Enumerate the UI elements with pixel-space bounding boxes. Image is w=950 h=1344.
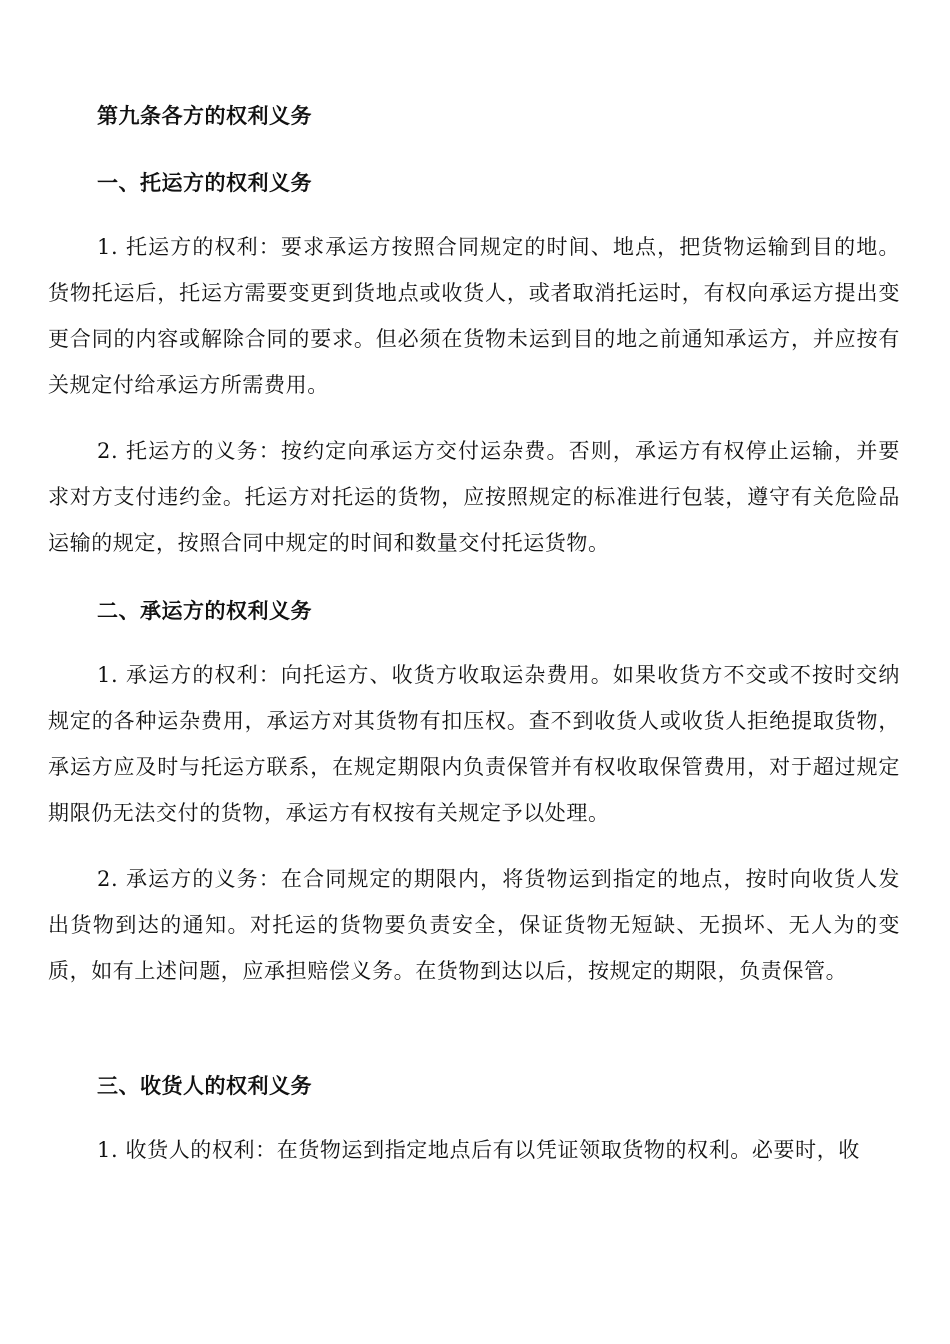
article-title: 第九条各方的权利义务 <box>97 104 312 128</box>
section-heading-shipper: 一、托运方的权利义务 <box>97 171 312 195</box>
paragraph-carrier-obligations: 2. 承运方的义务：在合同规定的期限内，将货物运到指定的地点，按时向收货人发出货物到达的通知。对托运的货物要负责安全，保证货物无短缺、无损坏、无人为的变质，如有上述问题，应承担赔偿义务。在货物到达以后，按规定的期限，负责保管。 <box>48 867 900 983</box>
paragraph-shipper-obligations: 2. 托运方的义务：按约定向承运方交付运杂费。否则，承运方有权停止运输，并要求对方支付违约金。托运方对托运的货物，应按照规定的标准进行包装，遵守有关危险品运输的规定，按照合同中规定的时间和数量交付托运货物。 <box>48 439 900 555</box>
paragraph-consignee-rights: 1. 收货人的权利：在货物运到指定地点后有以凭证领取货物的权利。必要时，收 <box>97 1138 860 1162</box>
paragraph-carrier-rights: 1. 承运方的权利：向托运方、收货方收取运杂费用。如果收货方不交或不按时交纳规定的各种运杂费用，承运方对其货物有扣压权。查不到收货人或收货人拒绝提取货物，承运方应及时与托运方联系，在规定期限内负责保管并有权收取保管费用，对于超过规定期限仍无法交付的货物，承运方有权按有关规定予以处理。 <box>48 663 900 825</box>
section-heading-carrier: 二、承运方的权利义务 <box>97 599 312 623</box>
paragraph-shipper-rights: 1. 托运方的权利：要求承运方按照合同规定的时间、地点，把货物运输到目的地。货物托运后，托运方需要变更到货地点或收货人，或者取消托运时，有权向承运方提出变更合同的内容或解除合同的要求。但必须在货物未运到目的地之前通知承运方，并应按有关规定付给承运方所需费用。 <box>48 235 900 397</box>
section-heading-consignee: 三、收货人的权利义务 <box>97 1074 312 1098</box>
